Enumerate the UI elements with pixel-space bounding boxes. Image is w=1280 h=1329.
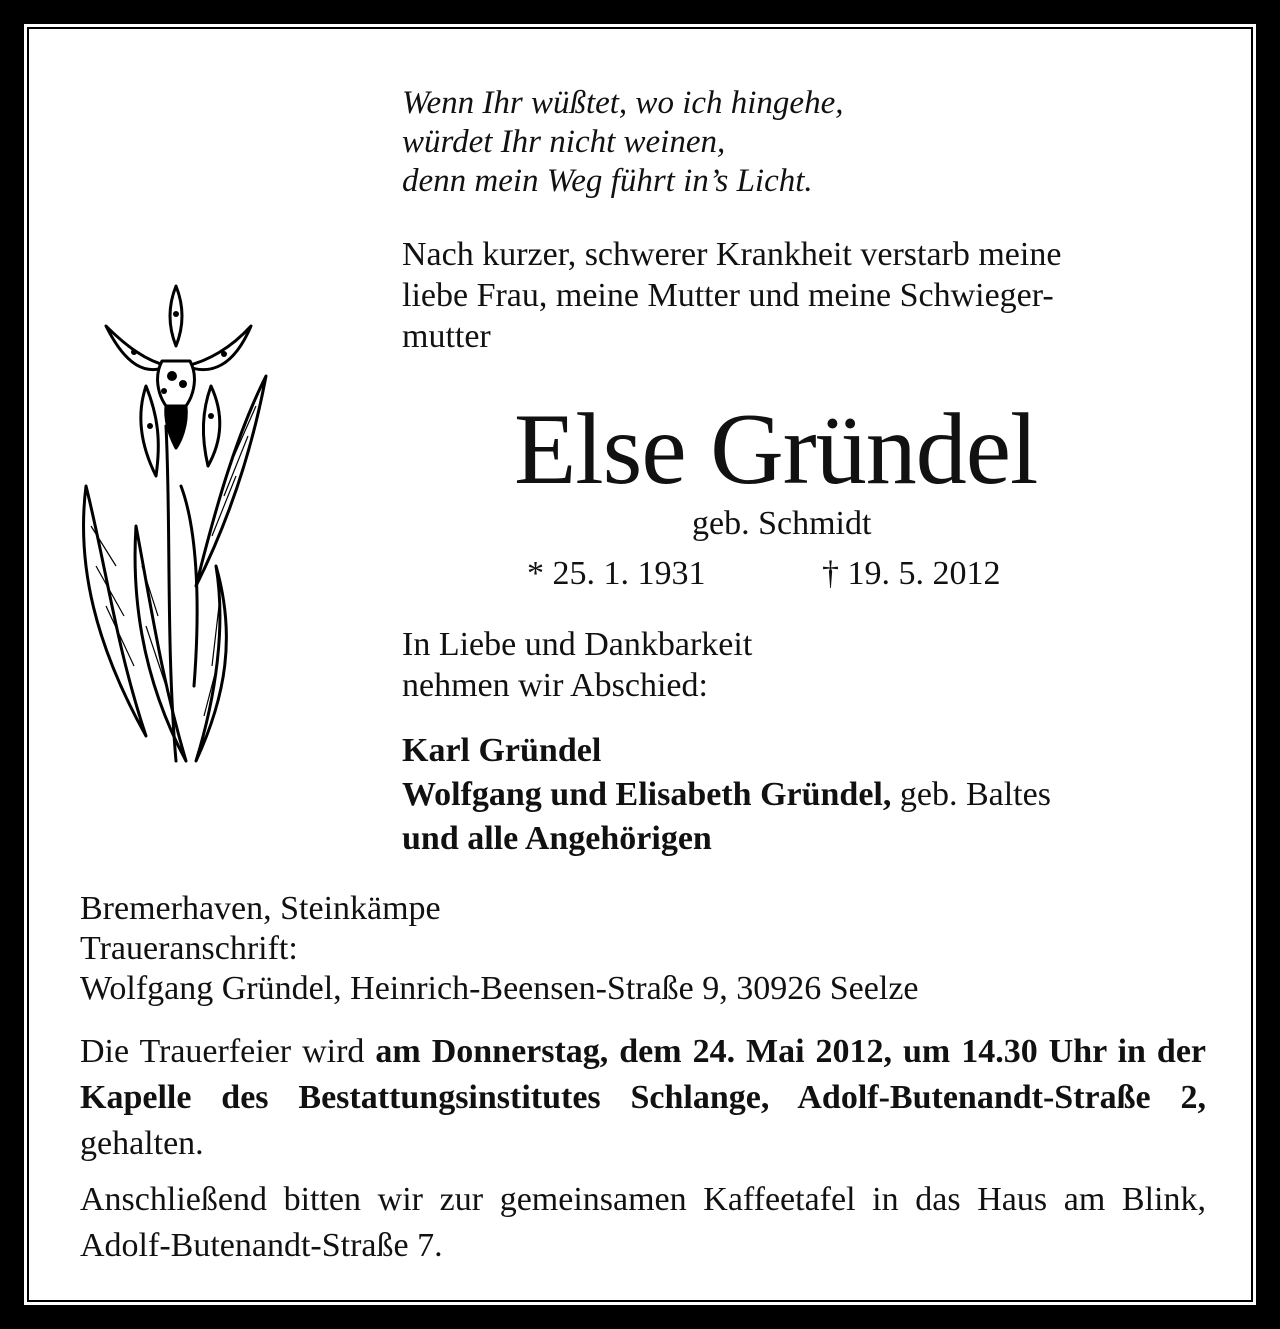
ceremony-info [80,1029,1206,1167]
ceremony-prefix: Die Trauerfeier wird [80,1033,365,1070]
intro-text [402,234,1061,357]
family-member-maiden: geb. Baltes [899,776,1051,813]
maiden-name: geb. Schmidt [692,505,872,542]
intro-line: Nach kurzer, schwerer Krankheit verstarb meine [402,236,1062,273]
family-member: Wolfgang und Elisabeth Gründel, [402,776,892,813]
obituary-notice [12,12,1268,1317]
quote-line: Wenn Ihr wüßtet, wo ich hingehe, [402,85,844,121]
farewell-text [402,624,752,706]
deceased-name: Else Gründel [514,393,1038,506]
ceremony-details: am Donnerstag, dem 24. Mai 2012, um 14.30 Uhr in der Kapelle des Bestattungsinstitutes Schlange, Adolf-Butenandt-Straße 2, [80,1033,1207,1116]
orchid-flower-icon [76,266,276,766]
quote-line: würdet Ihr nicht weinen, [402,124,726,160]
family-signatures [402,729,1051,861]
family-member-row [402,773,1051,817]
birth-date: * 25. 1. 1931 [527,555,706,592]
intro-line: mutter [402,318,491,355]
quote-line: denn mein Weg führt in’s Licht. [402,163,813,199]
quote-verse [402,84,843,201]
mourning-address [80,889,919,1009]
coffee-info: Anschließend bitten wir zur gemeinsamen Kaffeetafel in das Haus am Blink, Adolf-Butenandt-Straße 7. [80,1181,1206,1264]
family-member: Karl Gründel [402,732,602,769]
farewell-line: nehmen wir Abschied: [402,667,708,704]
ceremony-suffix: gehalten. [80,1125,204,1162]
death-date: † 19. 5. 2012 [822,555,1001,592]
farewell-line: In Liebe und Dankbarkeit [402,626,753,663]
address-line: Wolfgang Gründel, Heinrich-Beensen-Straße 9, 30926 Seelze [80,970,919,1007]
address-line: Bremerhaven, Steinkämpe [80,890,441,927]
family-others: und alle Angehörigen [402,820,712,857]
life-dates [527,554,1001,594]
address-line: Traueranschrift: [80,930,298,967]
notice-frame [22,22,1258,1307]
intro-line: liebe Frau, meine Mutter und meine Schwieger- [402,277,1054,314]
